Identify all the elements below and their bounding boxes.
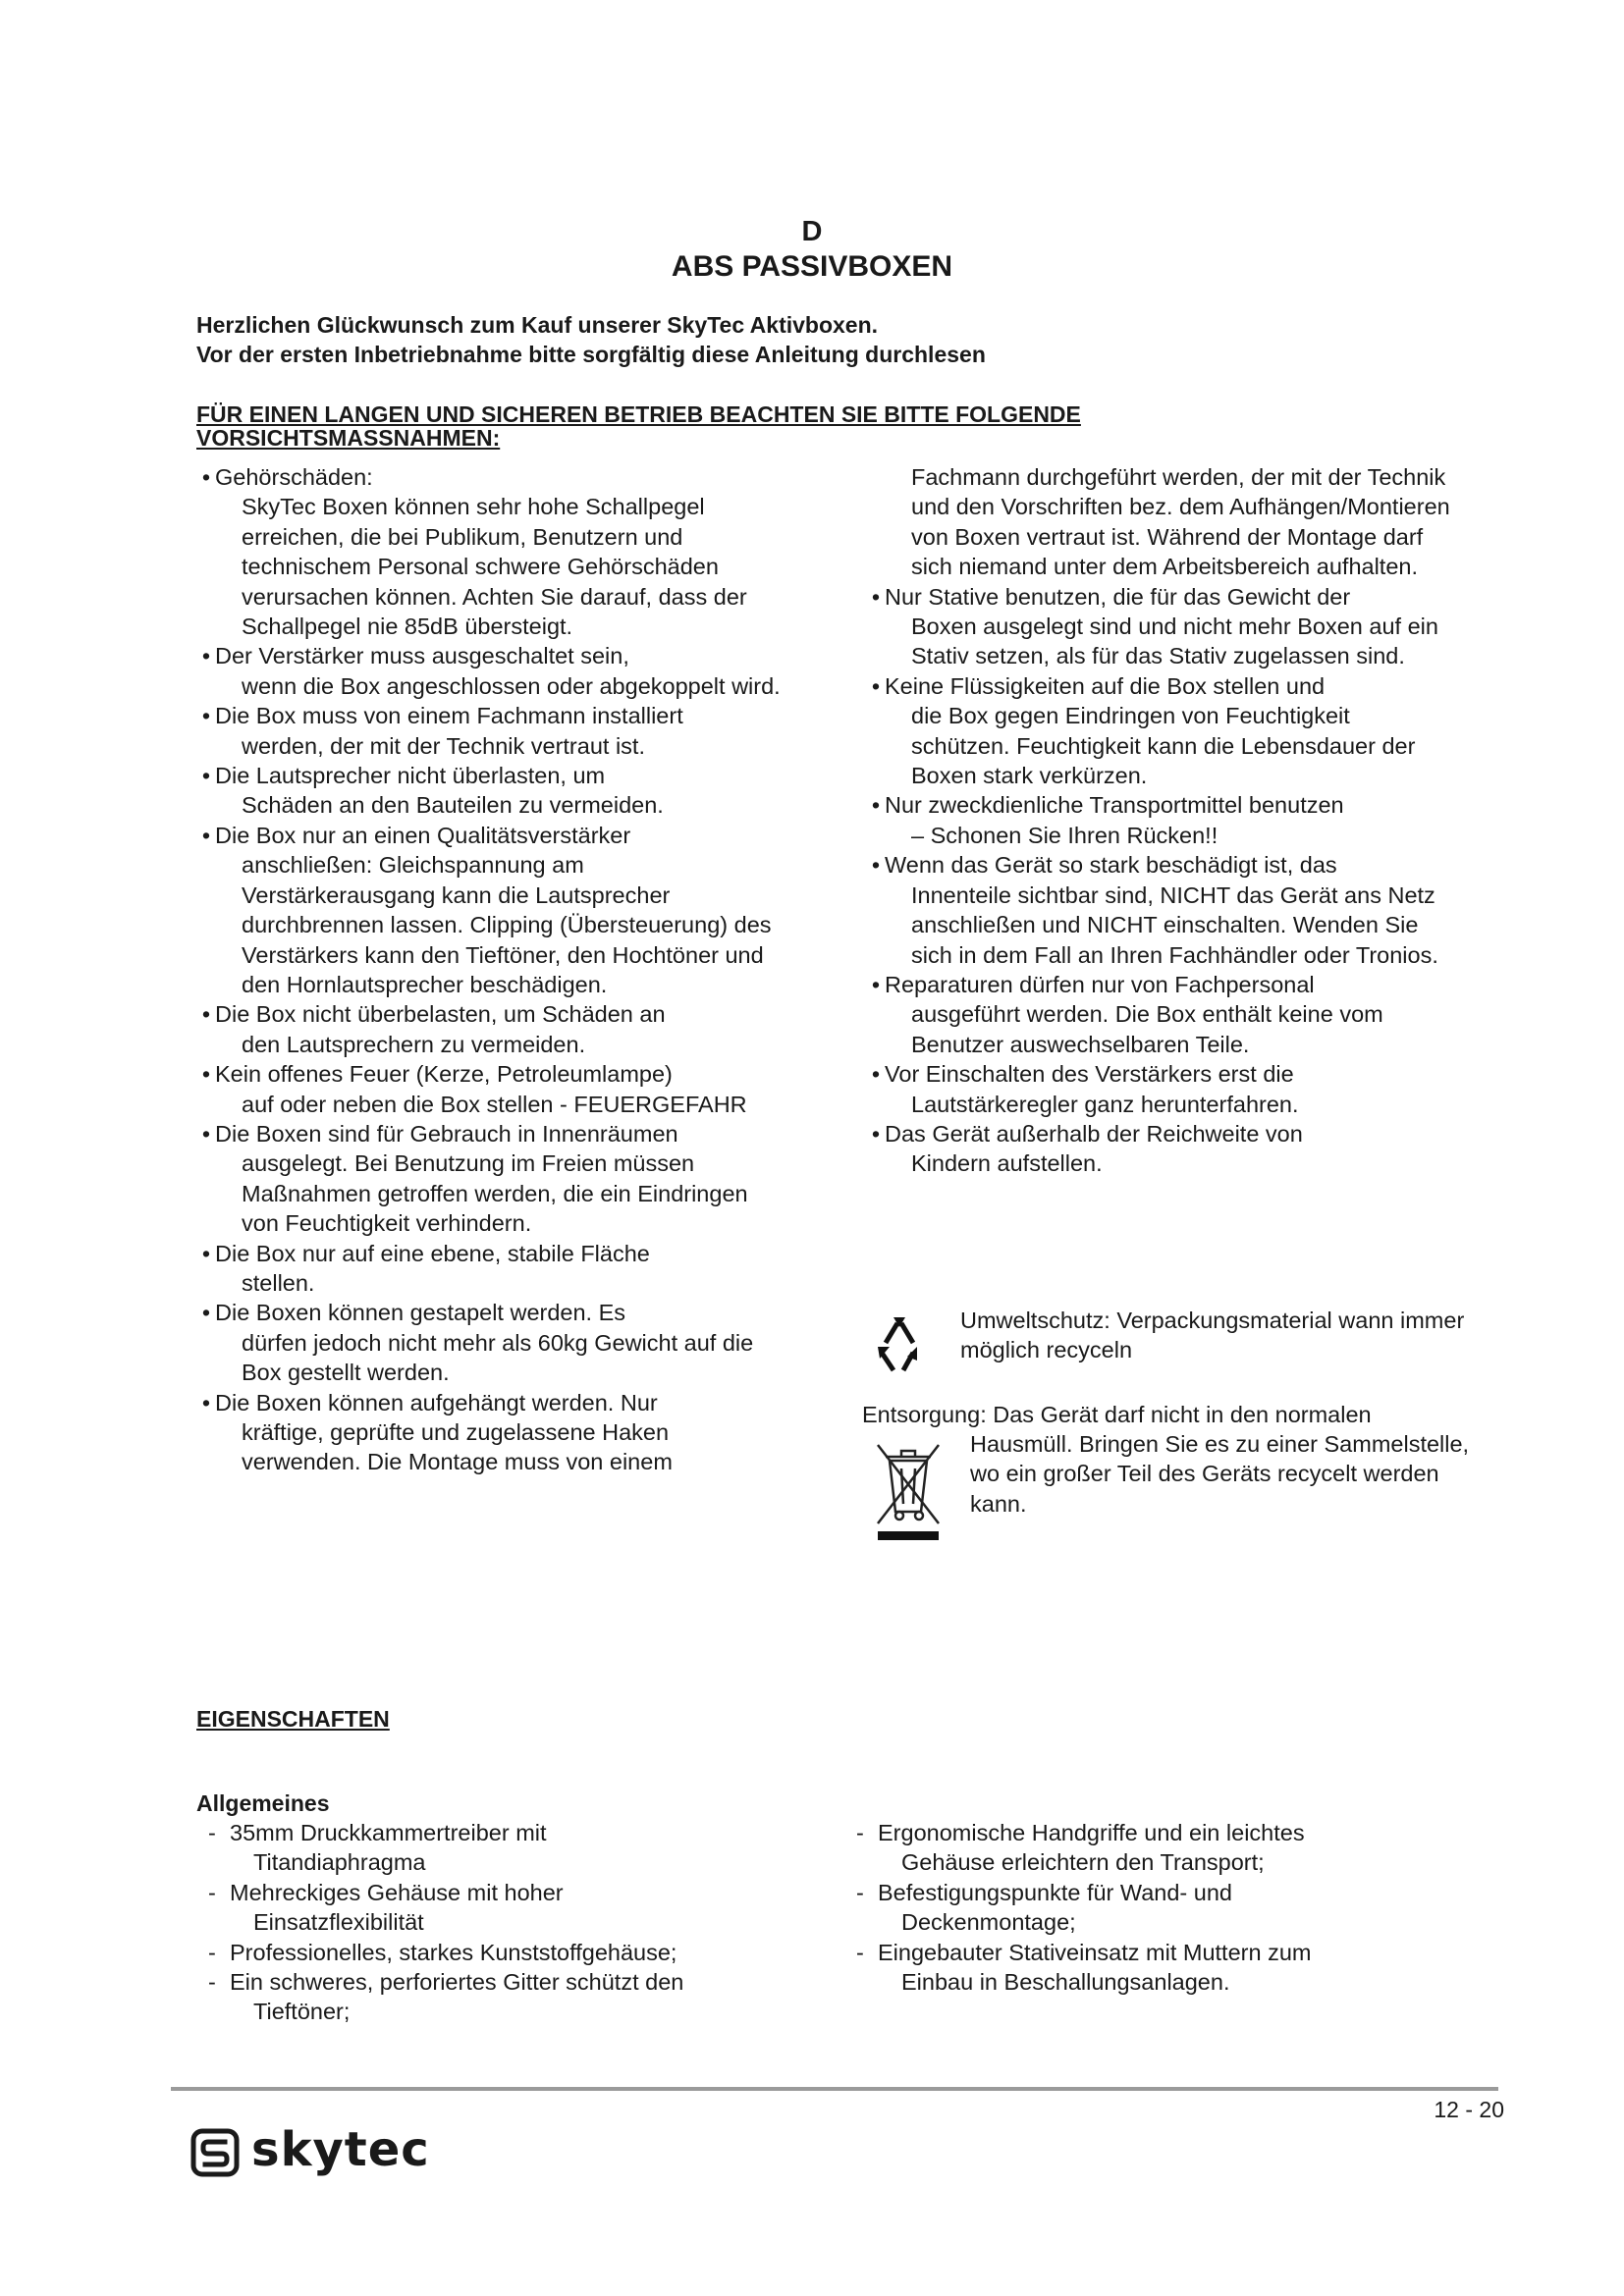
feature-item (844, 1878, 1473, 1938)
footer-divider (171, 2087, 1498, 2091)
precaution-text: Lautstärkeregler ganz herunterfahren. (911, 1091, 1299, 1117)
dash-marker: - (208, 1820, 216, 1845)
precaution-item (192, 462, 782, 641)
precaution-first-line: Die Box muss von einem Fachmann installiert (215, 703, 683, 729)
precaution-text: auf oder neben die Box stellen - FEUERGEFAHR (242, 1091, 747, 1117)
dash-marker: - (208, 1939, 216, 1965)
precaution-first-line: Vor Einschalten des Verstärkers erst die (885, 1061, 1294, 1088)
bullet-icon: • (201, 703, 211, 729)
precaution-text: Boxen ausgelegt sind und nicht mehr Boxen auf ein Stativ setzen, als für das Stativ zugelassen sind. (911, 614, 1438, 669)
precaution-text: anschließen: Gleichspannung am Verstärkerausgang kann die Lautsprecher durchbrennen lassen. Clipping (Übersteuerung) des Verstärkers kann den Tieftöner, den Hochtöner und den Hornlautsprecher beschädigen. (242, 852, 772, 997)
bullet-icon: • (201, 1001, 211, 1028)
precaution-item (192, 641, 782, 701)
intro-line-1: Herzlichen Glückwunsch zum Kauf unserer SkyTec Aktivboxen. (196, 312, 879, 338)
feature-text: Gehäuse erleichtern den Transport; (901, 1849, 1265, 1876)
precaution-text: ausgelegt. Bei Benutzung im Freien müssen Maßnahmen getroffen werden, die ein Eindringen von Feuchtigkeit verhindern. (242, 1150, 748, 1237)
bullet-icon: • (201, 1240, 211, 1266)
feature-first-line: 35mm Druckkammertreiber mit (230, 1820, 547, 1845)
precaution-item (862, 790, 1451, 850)
feature-text: Deckenmontage; (901, 1909, 1076, 1936)
brand-name: skytec (251, 2122, 430, 2177)
feature-text: Einbau in Beschallungsanlagen. (901, 1969, 1230, 1996)
features-right-list (844, 1818, 1473, 1997)
precaution-first-line: Reparaturen dürfen nur von Fachpersonal (885, 971, 1315, 997)
precaution-item (862, 671, 1451, 791)
feature-item (196, 1938, 825, 1967)
dash-marker: - (856, 1939, 864, 1965)
feature-text: Tieftöner; (253, 1999, 351, 2025)
intro-line-2: Vor der ersten Inbetriebnahme bitte sorgfältig diese Anleitung durchlesen (196, 342, 986, 367)
disposal-note-first: Entsorgung: Das Gerät darf nicht in den normalen (862, 1402, 1372, 1427)
feature-first-line: Mehreckiges Gehäuse mit hoher (230, 1879, 564, 1905)
features-heading: EIGENSCHAFTEN (196, 1706, 390, 1732)
feature-item (844, 1818, 1473, 1878)
crossed-bin-icon (872, 1435, 945, 1543)
feature-first-line: Befestigungspunkte für Wand- und (878, 1879, 1232, 1905)
precaution-item (192, 1388, 782, 1477)
precaution-item (862, 1119, 1451, 1179)
bullet-icon: • (871, 672, 881, 699)
precaution-first-line: Das Gerät außerhalb der Reichweite von (885, 1120, 1303, 1147)
feature-first-line: Eingebauter Stativeinsatz mit Muttern zum (878, 1939, 1312, 1965)
feature-first-line: Ein schweres, perforiertes Gitter schützt den (230, 1969, 684, 1996)
features-subheading: Allgemeines (196, 1790, 330, 1816)
precaution-first-line: Die Box nur auf eine ebene, stabile Fläche (215, 1240, 650, 1266)
precaution-text: dürfen jedoch nicht mehr als 60kg Gewicht auf die Box gestellt werden. (242, 1329, 754, 1386)
bullet-icon: • (201, 822, 211, 848)
bullet-icon: • (201, 1300, 211, 1326)
bullet-icon: • (871, 1120, 881, 1147)
feature-item (196, 1818, 825, 1878)
feature-item (196, 1878, 825, 1938)
precaution-first-line: Die Boxen können gestapelt werden. Es (215, 1300, 626, 1326)
precaution-item (192, 761, 782, 821)
precaution-item (192, 1119, 782, 1239)
section-letter: D (801, 216, 823, 247)
precaution-item (192, 1298, 782, 1387)
precaution-item (192, 999, 782, 1059)
bullet-icon: • (871, 852, 881, 879)
environment-note: Umweltschutz: Verpackungsmaterial wann immer möglich recyceln (960, 1308, 1465, 1363)
precaution-first-line: Die Boxen können aufgehängt werden. Nur (215, 1389, 658, 1415)
precaution-first-line: Die Box nicht überbelasten, um Schäden an (215, 1001, 666, 1028)
precaution-text: Innenteile sichtbar sind, NICHT das Gerät ans Netz anschließen und NICHT einschalten. Wenden Sie sich in dem Fall an Ihren Fachhändler oder Tronios. (911, 881, 1438, 968)
features-left-list (196, 1818, 825, 2027)
feature-item (196, 1967, 825, 2027)
precaution-first-line: Keine Flüssigkeiten auf die Box stellen und (885, 672, 1326, 699)
feature-text: Titandiaphragma (253, 1849, 426, 1876)
precaution-item (862, 970, 1451, 1059)
continued-text: Fachmann durchgeführt werden, der mit der Technik und den Vorschriften bez. dem Aufhängen/Montieren von Boxen vertraut ist. Während der Montage darf sich niemand unter dem Arbeitsbereich aufhalten. (911, 464, 1450, 580)
precaution-first-line: Nur zweckdienliche Transportmittel benutzen (885, 792, 1344, 819)
precaution-item (192, 1239, 782, 1299)
safety-left-column (192, 462, 782, 1477)
precaution-text: Kindern aufstellen. (911, 1150, 1103, 1177)
precaution-item (862, 850, 1451, 970)
safety-right-column (862, 462, 1451, 1179)
page-title: ABS PASSIVBOXEN (671, 250, 953, 283)
precaution-first-line: Kein offenes Feuer (Kerze, Petroleumlampe) (215, 1061, 673, 1088)
recycle-icon (874, 1313, 921, 1372)
precaution-text: Schäden an den Bauteilen zu vermeiden. (242, 792, 664, 819)
precaution-first-line: Der Verstärker muss ausgeschaltet sein, (215, 643, 629, 669)
bullet-icon: • (871, 792, 881, 819)
bullet-icon: • (871, 971, 881, 997)
feature-first-line: Professionelles, starkes Kunststoffgehäuse; (230, 1939, 677, 1965)
precaution-text: – Schonen Sie Ihren Rücken!! (911, 822, 1218, 848)
bullet-icon: • (201, 1061, 211, 1088)
precaution-text: kräftige, geprüfte und zugelassene Haken verwenden. Die Montage muss von einem (242, 1419, 673, 1475)
precaution-item (862, 582, 1451, 671)
precaution-text: SkyTec Boxen können sehr hohe Schallpegel erreichen, die bei Publikum, Benutzern und technischem Personal schwere Gehörschäden verursachen können. Achten Sie darauf, dass der Schallpegel nie 85dB übersteigt. (242, 494, 747, 640)
bullet-icon: • (201, 763, 211, 789)
safety-heading: FÜR EINEN LANGEN UND SICHEREN BETRIEB BEACHTEN SIE BITTE FOLGENDE VORSICHTSMASSNAHMEN: (196, 401, 1081, 451)
bullet-icon: • (201, 1120, 211, 1147)
bullet-icon: • (871, 1061, 881, 1088)
page-number: 12 - 20 (1434, 2097, 1504, 2122)
precaution-first-line: Nur Stative benutzen, die für das Gewicht der (885, 583, 1351, 610)
skytec-logo-icon (190, 2128, 240, 2177)
dash-marker: - (208, 1879, 216, 1905)
bullet-icon: • (201, 1389, 211, 1415)
precaution-first-line: Wenn das Gerät so stark beschädigt ist, das (885, 852, 1337, 879)
precaution-text: den Lautsprechern zu vermeiden. (242, 1031, 586, 1057)
feature-text: Einsatzflexibilität (253, 1909, 424, 1936)
precaution-item (192, 1059, 782, 1119)
precaution-text: die Box gegen Eindringen von Feuchtigkeit schützen. Feuchtigkeit kann die Lebensdauer der Boxen stark verkürzen. (911, 703, 1416, 789)
precaution-text: stellen. (242, 1269, 315, 1296)
precaution-first-line: Die Lautsprecher nicht überlasten, um (215, 763, 606, 789)
precaution-first-line: Gehörschäden: (215, 464, 373, 490)
dash-marker: - (208, 1969, 216, 1996)
precaution-first-line: Die Boxen sind für Gebrauch in Innenräumen (215, 1120, 678, 1147)
precaution-text: ausgeführt werden. Die Box enthält keine vom Benutzer auswechselbaren Teile. (911, 1001, 1383, 1057)
precaution-item (192, 701, 782, 761)
precaution-text: wenn die Box angeschlossen oder abgekoppelt wird. (242, 672, 781, 699)
precaution-item (192, 821, 782, 999)
bullet-icon: • (871, 583, 881, 610)
precaution-item (862, 1059, 1451, 1119)
intro (196, 310, 1424, 369)
disposal-note-rest: Hausmüll. Bringen Sie es zu einer Sammelstelle, wo ein großer Teil des Geräts recycelt werden kann. (970, 1431, 1470, 1517)
feature-item (844, 1938, 1473, 1998)
precaution-text: werden, der mit der Technik vertraut ist. (242, 732, 645, 759)
bullet-icon: • (201, 643, 211, 669)
feature-first-line: Ergonomische Handgriffe und ein leichtes (878, 1820, 1305, 1845)
bullet-icon: • (201, 464, 211, 490)
dash-marker: - (856, 1879, 864, 1905)
dash-marker: - (856, 1820, 864, 1845)
precaution-first-line: Die Box nur an einen Qualitätsverstärker (215, 822, 631, 848)
